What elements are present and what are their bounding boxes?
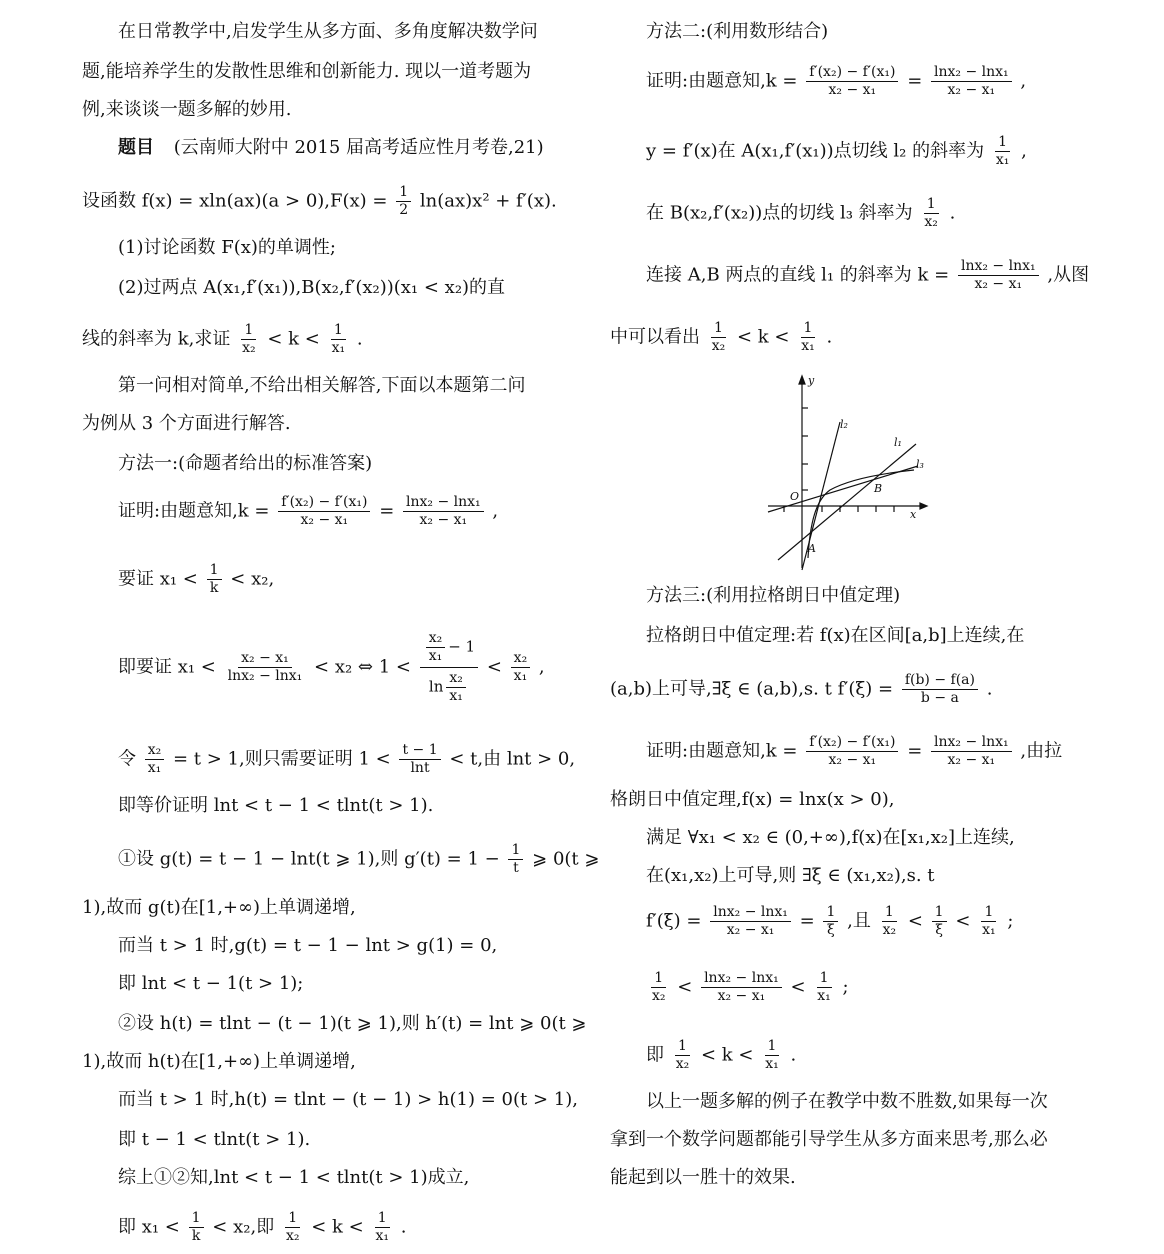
- m2-proof-line: [646, 64, 1026, 99]
- m3-xi-text-a: f′(ξ) =: [646, 910, 702, 932]
- m1-fin-text-c: < k <: [311, 1216, 364, 1238]
- m1-need-line: [118, 562, 274, 597]
- m2-see-text: 中可以看出: [610, 326, 700, 348]
- method-1-title: 方法一:(命题者给出的标准答案): [118, 453, 373, 474]
- m2-tan1-den: x₁: [995, 152, 1010, 168]
- m1-fin-g-num: 1: [285, 1210, 300, 1228]
- m3-frac-2: [931, 734, 1012, 769]
- m1-fin-f-den: k: [191, 1228, 201, 1244]
- m3-f2-den: x₂ − x₁: [947, 752, 996, 768]
- m3-fin-g-den: x₁: [765, 1056, 779, 1072]
- note-line-2: 为例从 3 个方面进行解答.: [82, 413, 291, 434]
- m1-c1-when: 而当 t > 1 时,g(t) = t − 1 − lnt > g(1) = 0,: [118, 935, 498, 956]
- m2-tan1-frac: [993, 134, 1013, 169]
- m3-final: [646, 1038, 796, 1073]
- m2-tan2-num: 1: [924, 196, 939, 214]
- m1-let-text-c: < t,由 lnt > 0,: [449, 748, 576, 770]
- m1-eqv-g-num: x₂: [511, 650, 531, 668]
- m3-thm2-den: b − a: [920, 690, 959, 706]
- m1-eqv-ratio-frac: [511, 650, 531, 685]
- m1-eqv-g-den: x₁: [513, 668, 528, 684]
- m1-eqv-inner-den-top: x₂: [446, 670, 466, 688]
- x-axis-arrow: [920, 503, 927, 509]
- m1-c1-f-den: t: [513, 860, 519, 876]
- method-2-title: 方法二:(利用数形结合): [646, 21, 829, 42]
- problem-label: 题目: [118, 137, 154, 158]
- m1-let-t-frac: [399, 742, 440, 777]
- m1-eqv-inner-den-bottom: x₁: [449, 688, 463, 704]
- m1-need-frac: [207, 562, 222, 597]
- m2-see-f-num: 1: [711, 320, 726, 338]
- m3-ineq-lt-2: <: [790, 976, 806, 998]
- intro-line-1: 在日常教学中,启发学生从多方面、多角度解决数学问: [118, 21, 538, 42]
- problem-heading: [118, 136, 544, 160]
- m3-fin-g-num: 1: [765, 1038, 780, 1056]
- m3-differentiable: 在(x₁,x₂)上可导,则 ∃ξ ∈ (x₁,x₂),s. t: [646, 865, 935, 886]
- m1-eqv-text-d: ,: [538, 656, 545, 678]
- m3-xi-frac-2: [823, 904, 838, 939]
- m3-proof-text: 证明:由题意知,k =: [646, 740, 798, 762]
- part2b-text: 线的斜率为 k,求证: [82, 328, 231, 350]
- m3-thm2-num: f(b) − f(a): [902, 672, 978, 690]
- m1-fin-frac-1: [189, 1210, 204, 1245]
- m2-tan1-num: 1: [995, 134, 1010, 152]
- m3-xi-i-den: ξ: [935, 922, 943, 938]
- m1-let-f-num: x₂: [145, 742, 165, 760]
- m3-fin-frac-2: [762, 1038, 782, 1073]
- problem-source: (云南师大附中 2015 届高考适应性月考卷,21): [173, 137, 544, 158]
- part2b-f1-den: x₂: [242, 340, 256, 356]
- m1-c1-f-num: 1: [508, 842, 523, 860]
- m1-fin-text-b: < x₂,即: [212, 1216, 275, 1238]
- m2-tan1-text: y = f′(x)在 A(x₁,f′(x₁))点切线 l₂ 的斜率为: [646, 140, 985, 162]
- m1-fin-text-d: .: [400, 1216, 407, 1238]
- m3-ineq-c-num: 1: [817, 970, 832, 988]
- m2-tan2-text: 在 B(x₂,f′(x₂))点的切线 l₃ 斜率为: [646, 202, 913, 224]
- m1-comma: ,: [492, 500, 499, 522]
- m3-xi-frac-1: [710, 904, 791, 939]
- m3-xi-i-num: 1: [932, 904, 947, 922]
- m2-proof-text: 证明:由题意知,k =: [646, 70, 798, 92]
- m3-xi-text-c: ,且: [847, 910, 871, 932]
- m2-conn-text: 连接 A,B 两点的直线 l₁ 的斜率为 k =: [646, 264, 950, 286]
- m3-xi-g-num: 1: [823, 904, 838, 922]
- m1-need-text-a: 要证 x₁ <: [118, 568, 198, 590]
- m2-see-frac-1: [709, 320, 729, 355]
- m1-case-2: ②设 h(t) = tlnt − (t − 1)(t ⩾ 1),则 h′(t) = lnt ⩾ 0(t ⩾: [118, 1013, 587, 1034]
- m1-c2-so: 即 t − 1 < tlnt(t > 1).: [118, 1129, 311, 1150]
- m3-theorem-cont: [610, 672, 992, 707]
- m2-connect-line: [646, 258, 1089, 293]
- m2-see-g-den: x₁: [801, 338, 815, 354]
- m3-proof-line: [646, 734, 1062, 769]
- label-l1: l₁: [894, 436, 902, 449]
- m1-fin-frac-2: [283, 1210, 303, 1245]
- m3-xi-line: [646, 904, 1013, 939]
- m2-frac-1: [806, 64, 898, 99]
- m2-see-mid: < k <: [736, 326, 790, 348]
- m1-need-num: 1: [207, 562, 222, 580]
- m1-eqv-text-c: <: [486, 656, 502, 678]
- m3-fin-text-c: .: [790, 1044, 797, 1066]
- part2b-end: .: [356, 328, 363, 350]
- conclusion-line-1: 以上一题多解的例子在教学中数不胜数,如果每一次: [646, 1091, 1048, 1112]
- m3-xi-frac-3: [880, 904, 900, 939]
- m3-fin-f-den: x₂: [675, 1056, 690, 1072]
- m1-eqv-f-num: x₂ − x₁: [238, 650, 292, 668]
- m2-conn-num: lnx₂ − lnx₁: [958, 258, 1039, 276]
- m2-see-f-den: x₂: [711, 338, 726, 354]
- m1-f1-den: x₂ − x₁: [300, 512, 349, 528]
- m1-eqv-frac: [225, 650, 306, 685]
- m2-f1-num: f′(x₂) − f′(x₁): [806, 64, 898, 82]
- m3-satisfy: 满足 ∀x₁ < x₂ ∈ (0,+∞),f(x)在[x₁,x₂]上连续,: [646, 827, 1015, 848]
- m1-case-1: [118, 842, 599, 877]
- y-axis-arrow: [799, 376, 805, 384]
- m3-theorem: 拉格朗日中值定理:若 f(x)在区间[a,b]上连续,在: [646, 625, 1025, 646]
- m2-tangent-1: [646, 134, 1027, 169]
- m1-eqv-text-a: 即要证 x₁ <: [118, 656, 216, 678]
- label-b: B: [874, 482, 883, 495]
- m3-fin-text-a: 即: [646, 1044, 664, 1066]
- m2-tan2-den: x₂: [924, 214, 938, 230]
- m3-ineq-a-num: 1: [651, 970, 666, 988]
- m1-eq: =: [379, 500, 395, 522]
- func-text-a: 设函数 f(x) = xln(ax)(a > 0),F(x) =: [82, 190, 388, 212]
- conclusion-line-3: 能起到以一胜十的效果.: [610, 1167, 796, 1188]
- m3-f1-den: x₂ − x₁: [828, 752, 877, 768]
- m2-conn-end: ,从图: [1047, 264, 1090, 286]
- func-half-num: 1: [396, 184, 411, 202]
- label-a: A: [808, 542, 816, 555]
- m3-inequality: [646, 970, 849, 1005]
- part-2-cont: [82, 322, 363, 357]
- label-l2: l₂: [840, 418, 848, 431]
- m3-fin-text-b: < k <: [700, 1044, 754, 1066]
- m1-eqv-inner-den-frac: [446, 670, 466, 705]
- m2-tan1-end: ,: [1021, 140, 1027, 162]
- m3-xi-text-e: <: [955, 910, 971, 932]
- part-1: (1)讨论函数 F(x)的单调性;: [118, 237, 336, 258]
- m2-conn-den: x₂ − x₁: [974, 276, 1023, 292]
- method-3-title: 方法三:(利用拉格朗日中值定理): [646, 585, 901, 606]
- m2-see-g-num: 1: [801, 320, 816, 338]
- m3-xi-f-den: x₂ − x₁: [726, 922, 775, 938]
- m3-xi-h-den: x₂: [882, 922, 897, 938]
- m3-xi-frac-5: [979, 904, 999, 939]
- m1-eqv-ln: ln: [428, 677, 444, 696]
- m1-fin-g-den: x₂: [285, 1228, 300, 1244]
- m2-tangent-2: [646, 196, 955, 231]
- m1-let-text-a: 令: [118, 748, 136, 770]
- m1-summary: 综上①②知,lnt < t − 1 < tlnt(t > 1)成立,: [118, 1167, 470, 1188]
- m3-ineq-lt-1: <: [677, 976, 693, 998]
- m1-let-f-den: x₁: [147, 760, 162, 776]
- m3-thm2-end: .: [986, 678, 993, 700]
- m1-eqv-big-num: [420, 630, 478, 668]
- m2-conn-frac: [958, 258, 1039, 293]
- m2-f2-den: x₂ − x₁: [947, 82, 996, 98]
- m3-thm2-frac: [902, 672, 978, 707]
- m3-fin-f-num: 1: [675, 1038, 690, 1056]
- m1-let-line: [118, 742, 575, 777]
- m1-eqv-f-den: lnx₂ − lnx₁: [227, 668, 303, 684]
- m2-eq: =: [907, 70, 923, 92]
- part2b-f2-den: x₁: [331, 340, 346, 356]
- m1-eqv-inner-num-frac: [426, 630, 446, 665]
- m3-thm2-text: (a,b)上可导,∃ξ ∈ (a,b),s. t f′(ξ) =: [610, 678, 894, 700]
- m1-eqv-big-den: [426, 668, 472, 705]
- m1-proof-text: 证明:由题意知,k =: [118, 500, 270, 522]
- m2-see-line: [610, 320, 832, 355]
- m1-eqv-inner-num-top: x₂: [426, 630, 446, 648]
- m3-ineq-b-den: x₂ − x₁: [717, 988, 766, 1004]
- m2-tan2-frac: [921, 196, 941, 231]
- m1-c1-text-b: ⩾ 0(t ⩾: [532, 848, 600, 870]
- m1-let-text-b: = t > 1,则只需要证明 1 <: [172, 748, 391, 770]
- m2-comma: ,: [1020, 70, 1027, 92]
- m3-frac-1: [806, 734, 898, 769]
- m2-see-end: .: [826, 326, 833, 348]
- m1-c1-text-a: ①设 g(t) = t − 1 − lnt(t ⩾ 1),则 g′(t) = 1 −: [118, 848, 500, 870]
- label-y: y: [808, 374, 815, 387]
- m3-ineq-c-den: x₁: [817, 988, 831, 1004]
- m3-xi-frac-4: [932, 904, 947, 939]
- label-l3: l₃: [916, 458, 924, 471]
- m3-xi-g-den: ξ: [827, 922, 835, 938]
- m2-frac-2: [931, 64, 1012, 99]
- part2b-f2-num: 1: [331, 322, 346, 340]
- label-x: x: [910, 508, 917, 521]
- m1-f1-num: f′(x₂) − f′(x₁): [278, 494, 370, 512]
- m2-f1-den: x₂ − x₁: [828, 82, 877, 98]
- m1-fin-h-den: x₁: [375, 1228, 389, 1244]
- part2b-f1-num: 1: [241, 322, 256, 340]
- m1-c2-when: 而当 t > 1 时,h(t) = tlnt − (t − 1) > h(1) = 0(t > 1),: [118, 1089, 578, 1110]
- m3-xi-f-num: lnx₂ − lnx₁: [710, 904, 791, 922]
- m1-let-g-num: t − 1: [399, 742, 440, 760]
- m3-eq: =: [907, 740, 923, 762]
- m3-ineq-frac-1: [649, 970, 669, 1005]
- tangent-lines-figure: [764, 372, 934, 572]
- m1-need-den: k: [209, 580, 219, 596]
- m1-equiv-proof: 即等价证明 lnt < t − 1 < tlnt(t > 1).: [118, 795, 434, 816]
- m1-fin-frac-3: [372, 1210, 392, 1245]
- m3-ineq-end: ;: [842, 976, 849, 998]
- part-2: (2)过两点 A(x₁,f′(x₁)),B(x₂,f′(x₂))(x₁ < x₂)的直: [118, 277, 506, 298]
- m3-proof-end: ,由拉: [1020, 740, 1063, 762]
- m1-eqv-big-frac: [420, 630, 478, 705]
- m1-fin-f-num: 1: [189, 1210, 204, 1228]
- func-half-den: 2: [399, 202, 409, 218]
- m3-cont: 格朗日中值定理,f(x) = lnx(x > 0),: [610, 789, 895, 810]
- note-line-1: 第一问相对简单,不给出相关解答,下面以本题第二问: [118, 375, 526, 396]
- conclusion-line-2: 拿到一个数学问题都能引导学生从多方面来思考,那么必: [610, 1129, 1048, 1150]
- m3-xi-j-num: 1: [981, 904, 996, 922]
- m1-fin-text-a: 即 x₁ <: [118, 1216, 180, 1238]
- m3-ineq-frac-3: [814, 970, 834, 1005]
- m1-fin-h-num: 1: [375, 1210, 390, 1228]
- m3-xi-j-den: x₁: [982, 922, 996, 938]
- m1-frac-1: [278, 494, 370, 529]
- func-half-fraction: [396, 184, 411, 219]
- m1-proof-line: [118, 494, 498, 529]
- m1-eqv-minus-one: − 1: [448, 637, 476, 656]
- m3-ineq-b-num: lnx₂ − lnx₁: [701, 970, 782, 988]
- part2b-frac-1: [239, 322, 259, 357]
- m1-c1-so: 即 lnt < t − 1(t > 1);: [118, 973, 304, 994]
- part2b-mid: < k <: [267, 328, 320, 350]
- func-text-b: ln(ax)x² + f′(x).: [419, 190, 557, 212]
- m3-f1-num: f′(x₂) − f′(x₁): [806, 734, 898, 752]
- m3-ineq-a-den: x₂: [652, 988, 666, 1004]
- function-definition: [82, 184, 557, 219]
- m1-f2-num: lnx₂ − lnx₁: [403, 494, 484, 512]
- m3-f2-num: lnx₂ − lnx₁: [931, 734, 1012, 752]
- m1-c1-cont: 1),故而 g(t)在[1,+∞)上单调递增,: [82, 897, 356, 918]
- m2-tan2-end: .: [949, 202, 956, 224]
- intro-line-2: 题,能培养学生的发散性思维和创新能力. 现以一道考题为: [82, 61, 532, 82]
- m3-xi-text-d: <: [907, 910, 923, 932]
- m2-see-frac-2: [798, 320, 818, 355]
- y-axis-ticks: [802, 408, 808, 490]
- m1-final: [118, 1210, 406, 1245]
- label-origin: O: [790, 490, 800, 503]
- m1-f2-den: x₂ − x₁: [419, 512, 468, 528]
- m1-c2-cont: 1),故而 h(t)在[1,+∞)上单调递增,: [82, 1051, 356, 1072]
- m1-eqv-text-b: < x₂ ⇔ 1 <: [314, 656, 411, 678]
- m2-f2-num: lnx₂ − lnx₁: [931, 64, 1012, 82]
- m1-let-g-den: lnt: [410, 760, 430, 776]
- m3-xi-h-num: 1: [882, 904, 897, 922]
- m3-xi-text-f: ;: [1007, 910, 1014, 932]
- m3-ineq-frac-2: [701, 970, 782, 1005]
- m1-need-text-b: < x₂,: [230, 568, 275, 590]
- intro-line-3: 例,来谈谈一题多解的妙用.: [82, 99, 292, 120]
- m1-let-frac: [145, 742, 165, 777]
- m1-frac-2: [403, 494, 484, 529]
- m3-xi-text-b: =: [799, 910, 815, 932]
- m1-c1-frac: [508, 842, 523, 877]
- m1-equivalent-line: [118, 630, 545, 705]
- m3-fin-frac-1: [673, 1038, 693, 1073]
- m1-eqv-inner-num-bottom: x₁: [428, 648, 443, 664]
- part2b-frac-2: [329, 322, 349, 357]
